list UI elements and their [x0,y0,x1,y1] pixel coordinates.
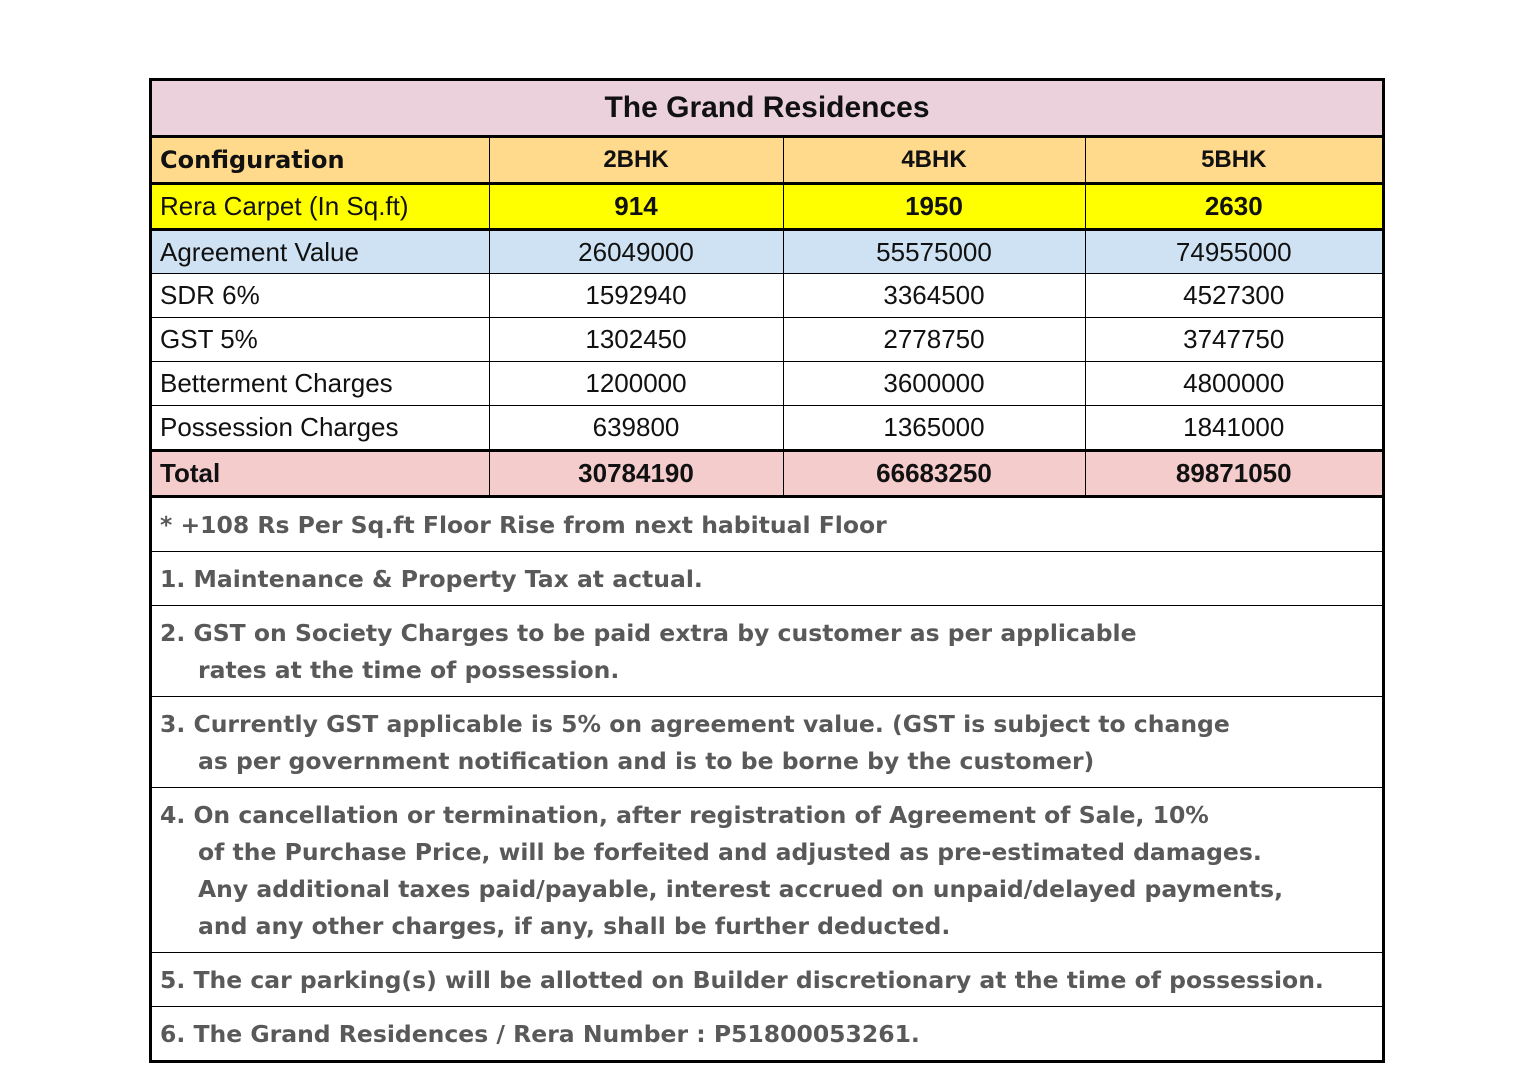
gst-row [152,318,1382,362]
note-society-gst [152,606,1382,697]
cell-value: 1592940 [489,274,783,318]
row-label: Betterment Charges [152,362,489,406]
cell-value: 2778750 [783,318,1085,362]
total-row [152,451,1382,497]
cell-value: 66683250 [783,451,1085,497]
note-maintenance [152,552,1382,606]
notes-section [152,498,1382,1060]
cell-value: 1365000 [783,406,1085,451]
note-gst-applicable [152,697,1382,788]
configuration-row [152,138,1382,184]
note-line: and any other charges, if any, shall be further deducted. [198,912,951,940]
note-line: as per government notification and is to be borne by the customer) [198,747,1095,775]
row-label: GST 5% [152,318,489,362]
row-label: Rera Carpet (In Sq.ft) [152,184,489,230]
cell-value: 3600000 [783,362,1085,406]
note-floor-rise [152,498,1382,552]
column-header-4bhk: 4BHK [783,138,1085,184]
cell-value: 3364500 [783,274,1085,318]
row-label: Agreement Value [152,230,489,274]
price-sheet [149,78,1385,1063]
cell-value: 30784190 [489,451,783,497]
note-line: 5. The car parking(s) will be allotted on Builder discretionary at the time of possession. [160,966,1324,994]
note-line: Any additional taxes paid/payable, interest accrued on unpaid/delayed payments, [198,875,1284,903]
cell-value: 2630 [1085,184,1382,230]
column-header-2bhk: 2BHK [489,138,783,184]
pricing-table [152,138,1382,498]
sheet-title: The Grand Residences [152,81,1382,138]
cell-value: 1950 [783,184,1085,230]
note-line: rates at the time of possession. [198,656,620,684]
configuration-header: Configuration [152,138,489,184]
cell-value: 74955000 [1085,230,1382,274]
note-line: 1. Maintenance & Property Tax at actual. [160,565,703,593]
note-line: 2. GST on Society Charges to be paid extra by customer as per applicable [160,619,1137,647]
note-line: 3. Currently GST applicable is 5% on agreement value. (GST is subject to change [160,710,1230,738]
rera-carpet-row [152,184,1382,230]
cell-value: 4800000 [1085,362,1382,406]
note-car-parking [152,953,1382,1007]
note-rera-number [152,1007,1382,1060]
sdr-row [152,274,1382,318]
cell-value: 914 [489,184,783,230]
note-line: 4. On cancellation or termination, after registration of Agreement of Sale, 10% [160,801,1209,829]
cell-value: 89871050 [1085,451,1382,497]
betterment-charges-row [152,362,1382,406]
cell-value: 1841000 [1085,406,1382,451]
possession-charges-row [152,406,1382,451]
note-cancellation [152,788,1382,953]
note-line: * +108 Rs Per Sq.ft Floor Rise from next habitual Floor [160,511,887,539]
note-line: of the Purchase Price, will be forfeited and adjusted as pre-estimated damages. [198,838,1262,866]
row-label: Total [152,451,489,497]
cell-value: 639800 [489,406,783,451]
cell-value: 1302450 [489,318,783,362]
cell-value: 26049000 [489,230,783,274]
row-label: SDR 6% [152,274,489,318]
column-header-5bhk: 5BHK [1085,138,1382,184]
note-line: 6. The Grand Residences / Rera Number : P51800053261. [160,1020,920,1048]
row-label: Possession Charges [152,406,489,451]
cell-value: 3747750 [1085,318,1382,362]
agreement-value-row [152,230,1382,274]
cell-value: 4527300 [1085,274,1382,318]
cell-value: 55575000 [783,230,1085,274]
cell-value: 1200000 [489,362,783,406]
